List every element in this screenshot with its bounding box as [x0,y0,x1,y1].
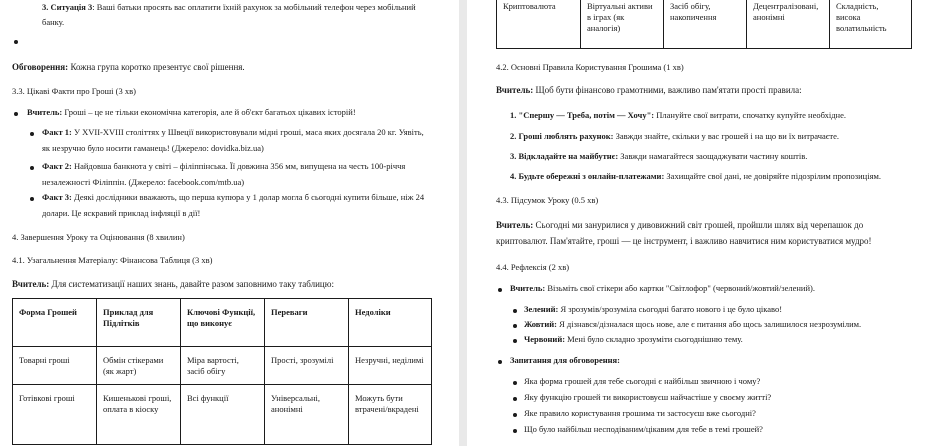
reflection-red-text: Мені було складно зрозуміти сьогоднішню тему. [565,334,743,344]
fact-1 [42,127,424,137]
table-header-cell: Ключові Функції, що виконує [181,299,265,347]
rule-2-label: 2. Гроші люблять рахунок: [510,131,614,141]
table-header-cell: Переваги [265,299,349,347]
bullet [513,324,517,328]
section-4-heading: 4. Завершення Уроку та Оцінювання (8 хвилин) [12,232,185,242]
bullet [513,429,517,433]
bullet [498,360,502,364]
fact-1-text-cont: як незручно було носити гаманець! (Джерело: dovidka.biz.ua) [42,143,264,153]
discussion-text: Кожна група коротко презентує свої рішення. [68,62,245,72]
teacher-intro [27,107,356,117]
teacher-label: Вчитель: [496,220,534,230]
teacher-label: Вчитель: [496,85,534,95]
bullet [513,397,517,401]
bullet [513,381,517,385]
situation-3-text: : Ваші батьки просять вас оплатити їхній рахунок за мобільний телефон через мобільний [92,2,416,12]
reflection-green-text: Я зрозумів/зрозуміла сьогодні багато нового і це було цікаво! [558,304,783,314]
teacher-summary-text: Сьогодні ми занурилися у дивовижний світ грошей, пройшли шлях від черепашок до [533,220,864,230]
table-cell: Прості, зрозумілі [265,347,349,385]
reflection-green [524,304,782,314]
empty-bullet [14,40,18,44]
table-cell: Всі функції [181,385,265,445]
fact-2 [42,161,405,171]
bullet [513,413,517,417]
rule-2-text: Завжди знайте, скільки у вас грошей і на що ви їх витрачаєте. [613,131,840,141]
table-cell: Віртуальні активи в іграх (як аналогія) [581,0,664,49]
reflection-yellow [524,319,861,329]
rule-4-text: Захищайте свої дані, не довіряйте підозрілим пропозиціям. [664,171,881,181]
finance-table-continued [496,0,912,49]
bullet [513,339,517,343]
section-4-3-heading: 4.3. Підсумок Уроку (0.5 хв) [496,195,599,205]
table-row [13,347,432,385]
fact-2-text-cont: незалежності Філіппін. (Джерело: facebook.com/mtb.ua) [42,177,245,187]
situation-3-text-cont: банку. [42,17,65,27]
bullet [513,309,517,313]
question-item: Яка форма грошей для тебе сьогодні є найбільш звичною і чому? [524,376,761,386]
teacher-label: Вчитель: [27,107,63,117]
bullet [30,132,34,136]
reflection-yellow-label: Жовтий: [524,319,557,329]
situation-3 [42,2,416,12]
bullet [498,288,502,292]
table-header-cell: Недоліки [349,299,432,347]
bullet [30,197,34,201]
reflection-intro [510,283,815,293]
fact-1-text: У XVII-XVIII століттях у Швеції використовували мідні гроші, маса яких досягала 20 кг. Уявіть, [71,127,424,137]
reflection-red [524,334,743,344]
table-cell: Кишенькові гроші, оплата в кіоску [97,385,181,445]
table-header-cell: Форма Грошей [13,299,97,347]
fact-2-label: Факт 2: [42,161,72,171]
section-3-3-heading: 3.3. Цікаві Факти про Гроші (3 хв) [12,86,136,96]
table-row [13,385,432,445]
bullet [14,112,18,116]
finance-table [12,298,432,445]
situation-3-label: 3. Ситуація 3 [42,2,93,12]
rule-3 [510,151,807,161]
question-item: Що було найбільш несподіваним/цікавим для тебе в темі грошей? [524,424,763,434]
rule-1-label: 1. "Спершу — Треба, потім — Хочу": [510,110,655,120]
question-item: Яке правило користування грошима ти застосуєш вже сьогодні? [524,408,756,418]
rule-3-text: Завжди намагайтеся заощаджувати частину коштів. [618,151,808,161]
section-4-2-heading: 4.2. Основні Правила Користування Грошима (1 хв) [496,62,684,72]
table-cell: Складність, висока волатильність [830,0,912,49]
rule-2 [510,131,839,141]
fact-2-text: Найдовша банкнота у світі – філіппінська. Її довжина 356 мм, випущена на честь 100-річчя [71,161,406,171]
table-cell: Засіб обігу, накопичення [664,0,747,49]
table-header-row [13,299,432,347]
question-item: Яку функцію грошей ти використовуєш найчастіше у своєму житті? [524,392,772,402]
table-row [497,0,912,49]
fact-3 [42,192,424,202]
table-header-cell: Приклад для Підлітків [97,299,181,347]
table-cell: Товарні гроші [13,347,97,385]
document-page-left [0,0,459,446]
rule-4-label: 4. Будьте обережні з онлайн-платежами: [510,171,665,181]
fact-3-text-cont: долари. Це яскравий приклад інфляції в дії! [42,208,201,218]
section-4-4-heading: 4.4. Рефлексія (2 хв) [496,262,570,272]
fact-1-label: Факт 1: [42,127,72,137]
table-cell: Децентралізовані, анонімні [747,0,830,49]
table-cell: Готівкові гроші [13,385,97,445]
table-cell: Обмін стікерами (як жарт) [97,347,181,385]
table-cell: Міра вартості, засіб обігу [181,347,265,385]
rule-1 [510,110,846,120]
questions-label: Запитання для обговорення: [510,355,620,365]
discussion-paragraph [12,62,245,72]
rule-1-text: Плануйте свої витрати, спочатку купуйте необхідне. [654,110,846,120]
discussion-label: Обговорення: [12,62,69,72]
section-4-1-heading: 4.1. Узагальнення Матеріалу: Фінансова Таблиця (3 хв) [12,255,213,265]
reflection-intro-text: Візьміть свої стікери або картки "Світлофор" (червоний/жовтий/зелений). [545,283,815,293]
teacher-rules-text: Щоб бути фінансово грамотними, важливо пам'ятати прості правила: [533,85,802,95]
rule-4 [510,171,881,181]
fact-3-text: Деякі дослідники вважають, що перша купюра у 1 долар могла б сьогодні купити більше, ніж 24 [71,192,425,202]
teacher-rules-intro [496,85,802,95]
table-cell: Незручні, неділимі [349,347,432,385]
teacher-summary-cont: криптовалют. Пам'ятайте, гроші — це інструмент, і важливо навчитися ним користуватися мудро! [496,236,872,246]
reflection-red-label: Червоний: [524,334,566,344]
teacher-intro-text: Гроші – це не тільки економічна категорія, але й об'єкт багатьох цікавих історій! [62,107,356,117]
table-cell: Універсальні, анонімні [265,385,349,445]
teacher-label: Вчитель: [12,279,50,289]
teacher-label: Вчитель: [510,283,546,293]
fact-3-label: Факт 3: [42,192,72,202]
teacher-summary [496,220,863,230]
table-cell: Можуть бути втрачені/вкрадені [349,385,432,445]
teacher-table-intro [12,279,334,289]
table-cell: Криптовалюта [497,0,581,49]
reflection-yellow-text: Я дізнався/дізналася щось нове, але є питання або щось залишилося незрозумілим. [556,319,862,329]
rule-3-label: 3. Відкладайте на майбутнє: [510,151,619,161]
teacher-table-text: Для систематизації наших знань, давайте разом заповнимо таку таблицю: [49,279,334,289]
bullet [30,166,34,170]
reflection-green-label: Зелений: [524,304,559,314]
